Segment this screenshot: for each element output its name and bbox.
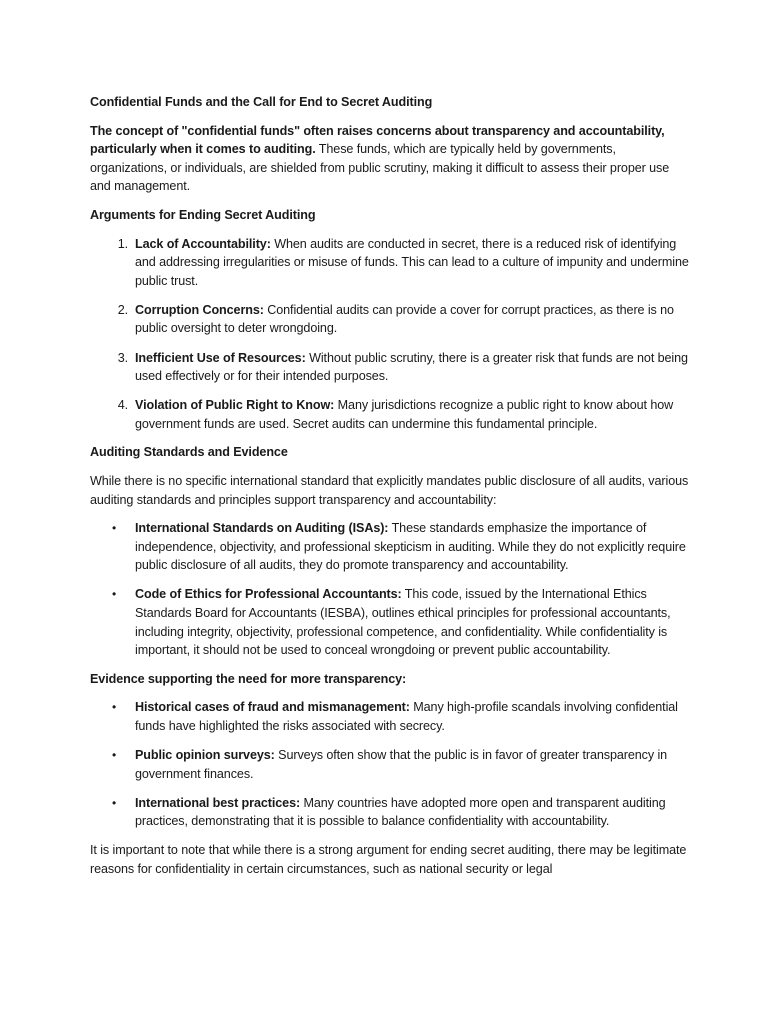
list-item-text: Many countries have adopted more open and transparent auditing practices, demonstrating that it is possible to balance confidentiality with accountability.: [135, 795, 666, 829]
list-item-text: Confidential audits can provide a cover for corrupt practices, as there is no public oversight to deter wrongdoing.: [135, 302, 674, 336]
list-item-term: Public opinion surveys:: [135, 748, 275, 763]
intro-bold-text: The concept of "confidential funds" often raises concerns about transparency and accountability, particularly when it comes to auditing.: [90, 123, 665, 157]
list-item-text: When audits are conducted in secret, there is a reduced risk of identifying and addressing irregularities or misuse of funds. This can lead to a culture of impunity and undermine public trust.: [135, 236, 689, 288]
list-item-text: Many jurisdictions recognize a public right to know about how government funds are used. Secret audits can undermine this fundamental principle.: [135, 398, 674, 431]
intro-text: These funds, which are typically held by governments, organizations, or individuals, are shielded from public scrutiny, making it difficult to assess their proper use and management.: [90, 142, 670, 194]
list-item: [90, 794, 690, 831]
list-item-term: Lack of Accountability:: [135, 236, 271, 251]
bullet-icon: •: [112, 587, 117, 602]
list-item: [90, 698, 690, 735]
bullet-icon: •: [112, 521, 117, 536]
list-number: 3.: [117, 350, 128, 365]
list-item: [90, 235, 690, 291]
list-item: [90, 349, 690, 386]
list-item-term: Code of Ethics for Professional Accountants:: [135, 587, 402, 602]
closing-paragraph: It is important to note that while there is a strong argument for ending secret auditing, there may be legitimate reasons for confidentiality in certain circumstances, such as national security or legal: [90, 843, 687, 876]
list-item: [90, 301, 690, 338]
list-item-term: Historical cases of fraud and mismanagement:: [135, 700, 410, 715]
list-item-term: Corruption Concerns:: [135, 302, 264, 317]
bullet-icon: •: [112, 748, 117, 763]
evidence-heading: Evidence supporting the need for more transparency:: [90, 671, 407, 686]
list-item: [90, 585, 690, 659]
standards-intro: While there is no specific international standard that explicitly mandates public disclosure of all audits, various auditing standards and principles support transparency and accountability:: [90, 474, 689, 507]
list-item: [90, 396, 690, 433]
list-item-term: International Standards on Auditing (ISAs):: [135, 521, 389, 536]
document-title: Confidential Funds and the Call for End to Secret Auditing: [90, 95, 433, 109]
arguments-heading: Arguments for Ending Secret Auditing: [90, 207, 316, 222]
list-number: 2.: [117, 302, 128, 317]
list-item: [90, 746, 690, 783]
list-item-text: Without public scrutiny, there is a greater risk that funds are not being used effectively or for their intended purposes.: [135, 350, 688, 384]
list-item-text: This code, issued by the International Ethics Standards Board for Accountants (IESBA), outlines ethical principles for professional accountants, including integrity, objectivity, professional competence, and confidentiality. While confidentiality is important, it should not be used to conceal wrongdoing or prevent public accountability.: [135, 587, 671, 658]
list-item-text: Surveys often show that the public is in favor of greater transparency in government finances.: [135, 748, 668, 781]
bullet-icon: •: [112, 700, 117, 715]
list-item-term: International best practices:: [135, 795, 301, 810]
evidence-list: [90, 698, 690, 831]
list-item-term: Violation of Public Right to Know:: [135, 398, 335, 413]
bullet-icon: •: [112, 795, 117, 810]
intro-paragraph: [90, 122, 690, 196]
list-item: [90, 519, 690, 575]
list-item-text: Many high-profile scandals involving confidential funds have highlighted the risks associated with secrecy.: [135, 700, 678, 734]
list-number: 1.: [117, 236, 128, 251]
standards-list: [90, 519, 690, 660]
list-item-term: Inefficient Use of Resources:: [135, 350, 306, 365]
arguments-list: [90, 235, 690, 434]
standards-heading: Auditing Standards and Evidence: [90, 445, 288, 460]
list-item-text: These standards emphasize the importance of independence, objectivity, and professional skepticism in auditing. While they do not explicitly require public disclosure of all audits, they do promote transparency and accountability.: [135, 521, 686, 573]
list-number: 4.: [117, 398, 128, 413]
document-body: [90, 93, 690, 878]
